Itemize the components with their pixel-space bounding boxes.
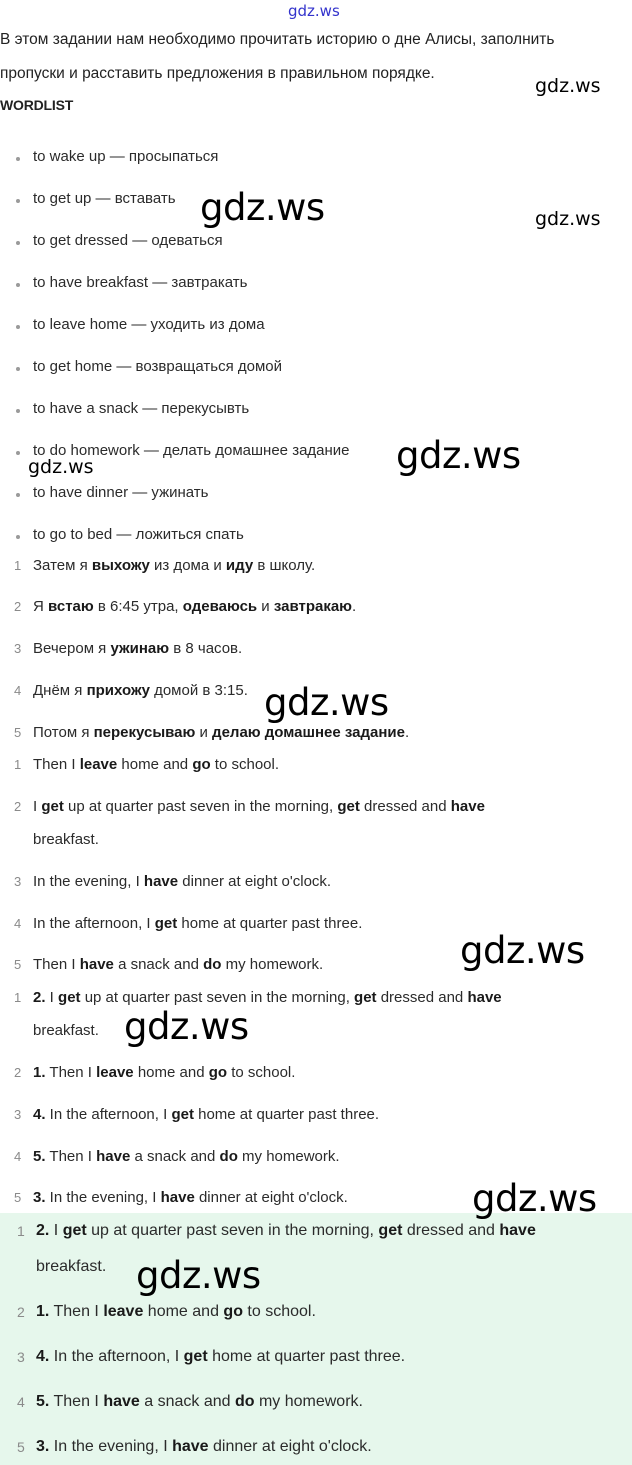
- sentence: [33, 915, 362, 932]
- wordlist-item: to get dressed — одеваться: [33, 232, 223, 249]
- sentence-number: 3: [14, 641, 22, 656]
- bold-text: делаю домашнее задание: [212, 724, 405, 741]
- sentence: [33, 756, 279, 773]
- text: home and: [133, 1064, 209, 1081]
- text: I: [45, 989, 59, 1006]
- sentence-number: 4: [14, 916, 22, 931]
- text: my homework.: [221, 956, 324, 973]
- bold-text: 3.: [33, 1189, 46, 1206]
- sentence: [33, 798, 485, 815]
- bold-text: 1.: [33, 1064, 46, 1081]
- text: home at quarter past three.: [193, 1106, 380, 1123]
- bold-text: have: [160, 1189, 195, 1206]
- sentence-continuation: breakfast.: [33, 1022, 99, 1039]
- bold-text: 1.: [36, 1303, 50, 1320]
- text: Я: [33, 598, 48, 615]
- text: my homework.: [254, 1393, 363, 1410]
- bold-text: 5.: [36, 1393, 50, 1410]
- text: dressed and: [359, 798, 451, 815]
- text: I: [49, 1222, 63, 1239]
- bold-text: leave: [103, 1303, 144, 1320]
- text: Затем я: [33, 557, 92, 574]
- bold-text: do: [203, 956, 222, 973]
- sentence: [36, 1222, 536, 1240]
- text: dinner at eight o'clock.: [194, 1189, 348, 1206]
- text: dressed and: [402, 1222, 500, 1239]
- bullet-dot: [16, 535, 20, 539]
- bullet-dot: [16, 157, 20, 161]
- bold-text: get: [378, 1222, 403, 1239]
- text: в 8 часов.: [169, 640, 243, 657]
- bold-text: have: [103, 1393, 140, 1410]
- bold-text: get: [41, 798, 64, 815]
- watermark: gdz.ws: [460, 929, 585, 972]
- text: в 6:45 утра,: [93, 598, 183, 615]
- text: a snack and: [130, 1148, 220, 1165]
- bold-text: leave: [79, 756, 118, 773]
- bullet-dot: [16, 451, 20, 455]
- sentence-continuation: breakfast.: [33, 831, 99, 848]
- bullet-dot: [16, 493, 20, 497]
- text: I: [33, 798, 42, 815]
- bold-text: выхожу: [91, 557, 150, 574]
- bold-text: встаю: [48, 598, 94, 615]
- wordlist-item: to have dinner — ужинать: [33, 484, 209, 501]
- text: up at quarter past seven in the morning,: [63, 798, 338, 815]
- watermark: gdz.ws: [124, 1005, 249, 1048]
- sentence: [36, 1348, 405, 1366]
- bold-text: have: [143, 873, 179, 890]
- text: Then I: [45, 1064, 97, 1081]
- bold-text: 4.: [33, 1106, 46, 1123]
- text: .: [405, 724, 410, 741]
- text: Днём я: [33, 682, 87, 699]
- bold-text: 3.: [36, 1438, 50, 1455]
- sentence: [33, 682, 248, 699]
- sentence: [36, 1393, 363, 1411]
- sentence: [33, 989, 502, 1006]
- bullet-dot: [16, 325, 20, 329]
- sentence: [33, 557, 315, 574]
- bullet-dot: [16, 241, 20, 245]
- bold-text: get: [337, 798, 360, 815]
- bold-text: go: [223, 1303, 243, 1320]
- sentence-number: 2: [14, 599, 22, 614]
- text: up at quarter past seven in the morning,: [86, 1222, 379, 1239]
- text: .: [352, 598, 357, 615]
- watermark: gdz.ws: [396, 434, 521, 477]
- text: в школу.: [253, 557, 316, 574]
- bold-text: have: [172, 1438, 209, 1455]
- wordlist-item: to leave home — уходить из дома: [33, 316, 265, 333]
- bold-text: завтракаю: [273, 598, 352, 615]
- sentence: [33, 873, 331, 890]
- bold-text: do: [219, 1148, 238, 1165]
- text: dinner at eight o'clock.: [208, 1438, 372, 1455]
- bold-text: have: [79, 956, 114, 973]
- wordlist-item: to do homework — делать домашнее задание: [33, 442, 350, 459]
- bold-text: go: [208, 1064, 228, 1081]
- bold-text: leave: [96, 1064, 134, 1081]
- bold-text: have: [467, 989, 502, 1006]
- watermark: gdz.ws: [472, 1177, 597, 1220]
- bold-text: иду: [225, 557, 254, 574]
- text: Then I: [49, 1303, 104, 1320]
- text: a snack and: [139, 1393, 235, 1410]
- sentence-number: 1: [17, 1223, 25, 1239]
- sentence-number: 5: [14, 1190, 22, 1205]
- sentence-number: 5: [17, 1439, 25, 1455]
- bold-text: 5.: [33, 1148, 46, 1165]
- watermark: gdz.ws: [136, 1254, 261, 1297]
- sentence: [36, 1303, 316, 1321]
- text: up at quarter past seven in the morning,: [80, 989, 355, 1006]
- sentence-number: 3: [14, 1107, 22, 1122]
- wordlist-item: to wake up — просыпаться: [33, 148, 219, 165]
- sentence: [33, 640, 242, 657]
- bold-text: ужинаю: [110, 640, 170, 657]
- sentence-number: 2: [17, 1304, 25, 1320]
- sentence: [33, 1148, 340, 1165]
- sentence-number: 1: [14, 990, 22, 1005]
- text: In the evening, I: [45, 1189, 161, 1206]
- wordlist-item: to have a snack — перекусывть: [33, 400, 250, 417]
- text: to school.: [210, 756, 280, 773]
- sentence-number: 1: [14, 558, 22, 573]
- intro-line-2: пропуски и расставить предложения в правильном порядке.: [0, 65, 435, 82]
- bold-text: have: [450, 798, 485, 815]
- sentence-number: 1: [14, 757, 22, 772]
- text: In the evening, I: [49, 1438, 173, 1455]
- bold-text: get: [354, 989, 377, 1006]
- bullet-dot: [16, 199, 20, 203]
- text: dinner at eight o'clock.: [178, 873, 332, 890]
- sentence-number: 2: [14, 1065, 22, 1080]
- text: In the afternoon, I: [45, 1106, 172, 1123]
- bullet-dot: [16, 283, 20, 287]
- bold-text: get: [171, 1106, 194, 1123]
- sentence: [33, 724, 409, 741]
- sentence: [33, 598, 356, 615]
- sentence-number: 3: [17, 1349, 25, 1365]
- sentence-number: 4: [17, 1394, 25, 1410]
- bold-text: 2.: [33, 989, 46, 1006]
- bold-text: do: [234, 1393, 255, 1410]
- sentence: [36, 1438, 372, 1456]
- text: и: [195, 724, 213, 741]
- bold-text: 4.: [36, 1348, 50, 1365]
- watermark: gdz.ws: [200, 186, 325, 229]
- text: Then I: [49, 1393, 104, 1410]
- sentence-continuation: breakfast.: [36, 1258, 107, 1275]
- bullet-dot: [16, 367, 20, 371]
- text: Потом я: [33, 724, 94, 741]
- bold-text: have: [96, 1148, 131, 1165]
- bold-text: go: [192, 756, 211, 773]
- text: my homework.: [237, 1148, 340, 1165]
- text: из дома и: [149, 557, 226, 574]
- bold-text: have: [499, 1222, 536, 1239]
- text: home at quarter past three.: [177, 915, 363, 932]
- bold-text: get: [183, 1348, 208, 1365]
- text: Then I: [45, 1148, 97, 1165]
- bold-text: get: [62, 1222, 87, 1239]
- text: домой в 3:15.: [149, 682, 248, 699]
- sentence: [33, 1106, 379, 1123]
- answer-panel: [0, 1213, 632, 1465]
- text: home and: [143, 1303, 224, 1320]
- sentence-number: 5: [14, 957, 22, 972]
- watermark: gdz.ws: [264, 681, 389, 724]
- bullet-dot: [16, 409, 20, 413]
- bold-text: прихожу: [86, 682, 150, 699]
- wordlist-item: to have breakfast — завтракать: [33, 274, 248, 291]
- text: и: [257, 598, 274, 615]
- sentence: [33, 1189, 348, 1206]
- sentence-number: 2: [14, 799, 22, 814]
- text: In the afternoon, I: [33, 915, 155, 932]
- text: Then I: [33, 756, 80, 773]
- watermark: gdz.ws: [535, 75, 601, 97]
- bold-text: get: [58, 989, 81, 1006]
- sentence: [33, 956, 323, 973]
- bold-text: одеваюсь: [182, 598, 258, 615]
- text: to school.: [242, 1303, 316, 1320]
- wordlist-heading: WORDLIST: [0, 97, 74, 113]
- text: In the evening, I: [33, 873, 144, 890]
- sentence-number: 4: [14, 683, 22, 698]
- bold-text: 2.: [36, 1222, 50, 1239]
- text: Вечером я: [33, 640, 111, 657]
- wordlist-item: to get up — вставать: [33, 190, 176, 207]
- text: Then I: [33, 956, 80, 973]
- site-link[interactable]: gdz.ws: [288, 2, 340, 20]
- wordlist-item: to go to bed — ложиться спать: [33, 526, 244, 543]
- watermark: gdz.ws: [535, 208, 601, 230]
- bold-text: перекусываю: [93, 724, 196, 741]
- text: In the afternoon, I: [49, 1348, 184, 1365]
- text: a snack and: [113, 956, 204, 973]
- sentence-number: 5: [14, 725, 22, 740]
- text: dressed and: [376, 989, 468, 1006]
- watermark: gdz.ws: [28, 456, 94, 478]
- text: home and: [117, 756, 193, 773]
- sentence-number: 4: [14, 1149, 22, 1164]
- sentence-number: 3: [14, 874, 22, 889]
- intro-line-1: В этом задании нам необходимо прочитать историю о дне Алисы, заполнить: [0, 31, 555, 48]
- text: to school.: [227, 1064, 296, 1081]
- text: home at quarter past three.: [207, 1348, 406, 1365]
- bold-text: get: [154, 915, 178, 932]
- sentence: [33, 1064, 295, 1081]
- wordlist-item: to get home — возвращаться домой: [33, 358, 283, 375]
